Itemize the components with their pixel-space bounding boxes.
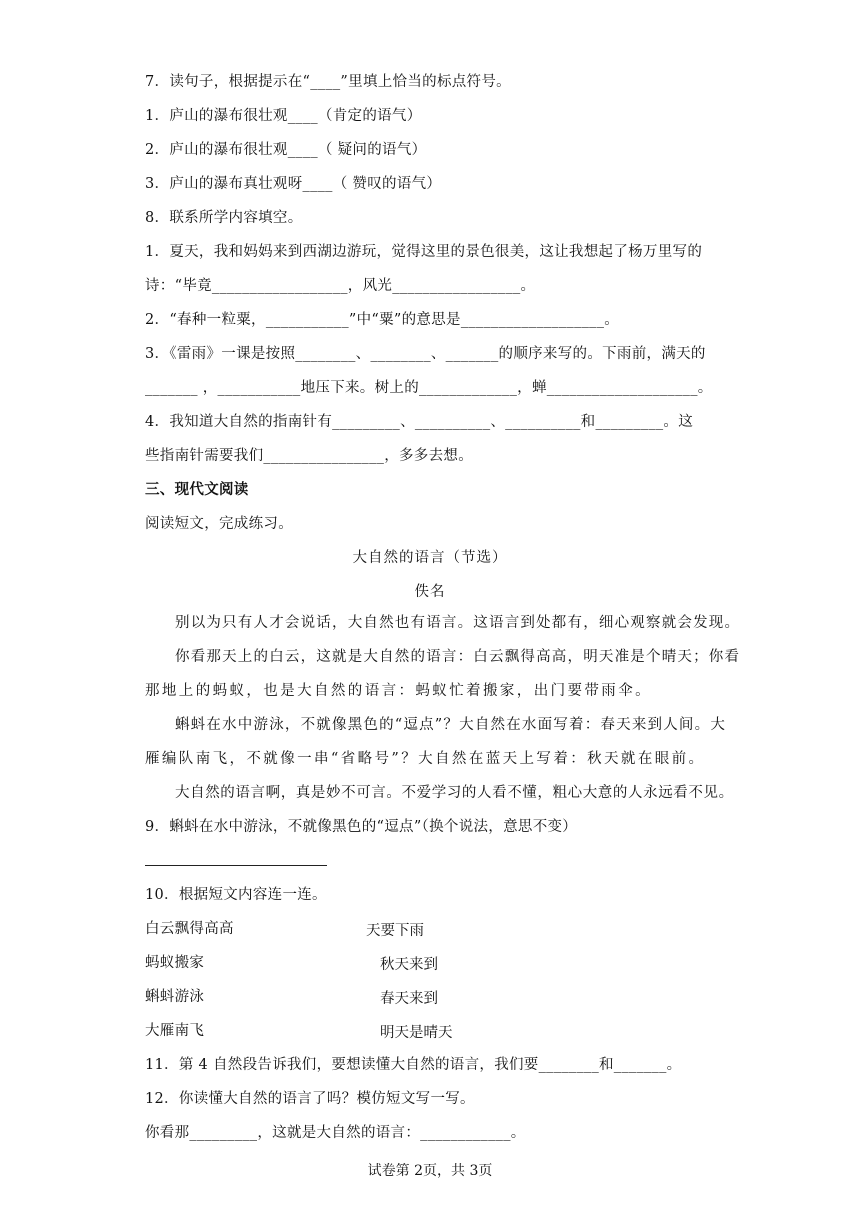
q9-text: 9．蝌蚪在水中游泳，不就像黑色的“逗点”（换个说法，意思不变）: [145, 819, 578, 835]
passage-para-2-line-2: 那地上的蚂蚁，也是大自然的语言：蚂蚁忙着搬家，出门要带雨伞。: [145, 683, 652, 699]
section3-intro: 阅读短文，完成练习。: [145, 516, 293, 532]
q9-answer-line[interactable]: [145, 865, 327, 866]
q10-right-3: 春天来到: [380, 991, 438, 1007]
q7-item-3: 3．庐山的瀑布真壮观呀____（ 赞叹的语气）: [145, 176, 442, 192]
passage-para-2-line-1: 你看那天上的白云，这就是大自然的语言：白云飘得高高，明天准是个晴天；你看: [175, 649, 741, 665]
q10-right-1: 天要下雨: [366, 923, 424, 939]
q10-title: 10．根据短文内容连一连。: [145, 887, 327, 903]
q8-line-2: 诗：“毕竟__________________，风光_________________。: [145, 278, 536, 294]
passage-para-3-line-2: 雁编队南飞，不就像一串“省略号”？大自然在蓝天上写着：秋天就在眼前。: [145, 751, 706, 767]
q10-left-3: 蝌蚪游泳: [145, 989, 205, 1005]
q11-text: 11．第 4 自然段告诉我们，要想读懂大自然的语言，我们要________和_______。: [145, 1057, 682, 1073]
q12-title: 12．你读懂大自然的语言了吗？模仿短文写一写。: [145, 1091, 475, 1107]
passage-para-4: 大自然的语言啊，真是妙不可言。不爱学习的人看不懂，粗心大意的人永远看不见。: [175, 785, 734, 801]
q7-item-1: 1．庐山的瀑布很壮观____（肯定的语气）: [145, 108, 422, 124]
q8-title: 8．联系所学内容填空。: [145, 210, 303, 226]
q10-left-2: 蚂蚁搬家: [145, 955, 205, 971]
q10-left-4: 大雁南飞: [145, 1023, 205, 1039]
q8-line-1: 1．夏天，我和妈妈来到西湖边游玩，觉得这里的景色很美，这让我想起了杨万里写的: [145, 244, 703, 260]
q10-right-4: 明天是晴天: [380, 1025, 453, 1041]
passage-title: 大自然的语言（节选）: [352, 550, 508, 566]
q8-line-3: 2．“春种一粒粟，___________”中“粟”的意思是___________________。: [145, 312, 620, 328]
passage-para-1: 别以为只有人才会说话，大自然也有语言。这语言到处都有，细心观察就会发现。: [175, 615, 741, 631]
passage-para-3-line-1: 蝌蚪在水中游泳，不就像黑色的“逗点”？大自然在水面写着：春天来到人间。大: [175, 717, 727, 733]
q12-line: 你看那_________，这就是大自然的语言：____________。: [145, 1125, 526, 1141]
q7-item-2: 2．庐山的瀑布很壮观____（ 疑问的语气）: [145, 142, 427, 158]
q10-left-1: 白云飘得高高: [145, 921, 234, 937]
q8-line-4: 3．《雷雨》一课是按照________、________、_______的顺序来写的。下雨前，满天的: [145, 346, 706, 362]
q8-line-6: 4．我知道大自然的指南针有_________、__________、__________和_________。这: [145, 414, 694, 430]
q8-line-5: _______ ，___________地压下来。树上的_____________，蝉____________________。: [145, 380, 713, 396]
q7-title: 7．读句子，根据提示在“____”里填上恰当的标点符号。: [145, 74, 511, 90]
passage-author: 佚名: [414, 584, 446, 600]
page-footer: 试卷第 2页，共 3页: [367, 1163, 493, 1179]
q8-line-7: 些指南针需要我们________________，多多去想。: [145, 448, 473, 464]
section3-heading: 三、现代文阅读: [145, 482, 249, 498]
q10-right-2: 秋天来到: [380, 957, 438, 973]
